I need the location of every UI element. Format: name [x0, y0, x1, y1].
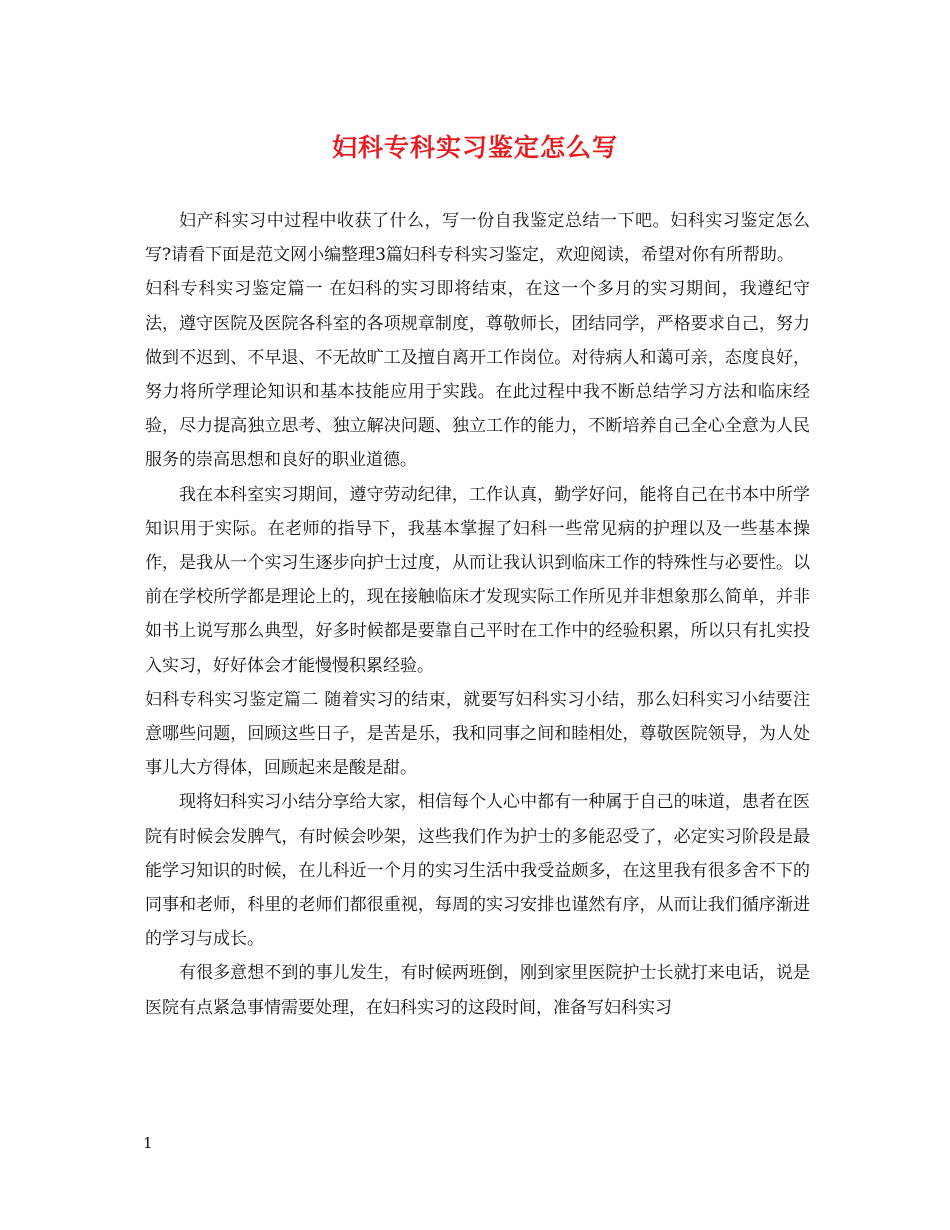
document-body — [145, 204, 810, 1025]
section-2-paragraph-1 — [145, 683, 810, 786]
page-number: 1 — [143, 1134, 153, 1152]
section-1-text-1: 在妇科的实习即将结束，在这一个多月的实习期间，我遵纪守法，遵守医院及医院各科室的各项规章制度，尊敬师长，团结同学，严格要求自己，努力做到不迟到、不早退、不无故旷工及擅自离开工作岗位。对待病人和蔼可亲，态度良好，努力将所学理论知识和基本技能应用于实践。在此过程中我不断总结学习方法和临床经验，尽力提高独立思考、独立解决问题、独立工作的能力，不断培养自己全心全意为人民服务的崇高思想和良好的职业道德。 — [145, 279, 811, 471]
section-2-text-1: 随着实习的结束，就要写妇科实习小结，那么妇科实习小结要注意哪些问题，回顾这些日子，是苦是乐，我和同事之间和睦相处，尊敬医院领导，为人处事儿大方得体，回顾起来是酸是甜。 — [145, 689, 811, 779]
document-title: 妇科专科实习鉴定怎么写 — [331, 133, 618, 162]
section-1-heading: 妇科专科实习鉴定篇一 — [145, 279, 324, 300]
section-2-paragraph-3: 有很多意想不到的事儿发生，有时候两班倒，刚到家里医院护士长就打来电话，说是医院有点紧急事情需要处理，在妇科实习的这段时间，准备写妇科实习 — [145, 963, 810, 1018]
intro-paragraph: 妇产科实习中过程中收获了什么，写一份自我鉴定总结一下吧。妇科实习鉴定怎么写?请看下面是范文网小编整理3篇妇科专科实习鉴定，欢迎阅读，希望对你有所帮助。 — [145, 211, 810, 266]
section-2-heading: 妇科专科实习鉴定篇二 — [145, 689, 319, 710]
section-1-paragraph-1 — [145, 272, 810, 477]
section-2-paragraph-2: 现将妇科实习小结分享给大家，相信每个人心中都有一种属于自己的味道，患者在医院有时候会发脾气，有时候会吵架，这些我们作为护士的多能忍受了，必定实习阶段是最能学习知识的时候，在儿科近一个月的实习生活中我受益颇多，在这里我有很多舍不下的同事和老师，科里的老师们都很重视，每周的实习安排也谨然有序，从而让我们循序渐进的学习与成长。 — [145, 792, 810, 950]
section-1-paragraph-2: 我在本科室实习期间，遵守劳动纪律，工作认真，勤学好问，能将自己在书本中所学知识用于实际。在老师的指导下，我基本掌握了妇科一些常见病的护理以及一些基本操作，是我从一个实习生逐步向护士过度，从而让我认识到临床工作的特殊性与必要性。以前在学校所学都是理论上的，现在接触临床才发现实际工作所见并非想象那么简单，并非如书上说写那么典型，好多时候都是要靠自己平时在工作中的经验积累，所以只有扎实投入实习，好好体会才能慢慢积累经验。 — [145, 484, 810, 676]
